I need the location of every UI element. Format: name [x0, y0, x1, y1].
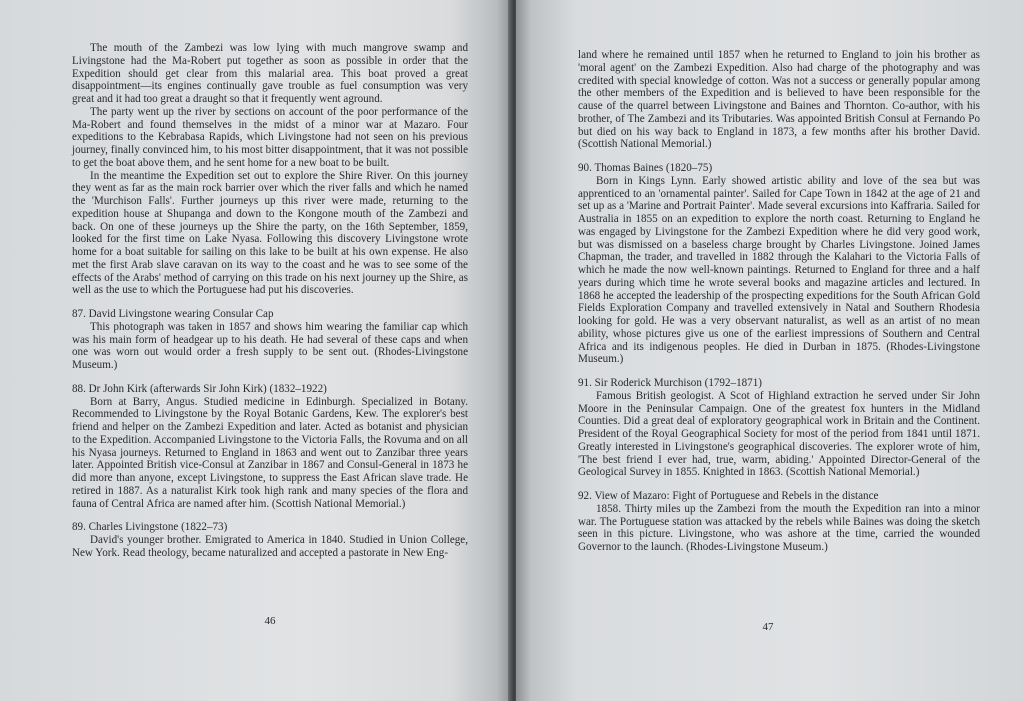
paragraph: The mouth of the Zambezi was low lying with much mangrove swamp and Livingstone had the Ma-Robert put together as soon as possible in order that the Expedition should get clear from this malarial area. This boat proved a great disappointment—its engines continually gave trouble as fuel consumption was very great and it had too great a draught so that it frequently went aground.: [72, 42, 468, 105]
paragraph: The party went up the river by sections on account of the poor performance of the Ma-Robert and found themselves in the midst of a minor war at Mazaro. Four expeditions to the Kebrabasa Rapids, which Livingstone had not seen on his previous journey, finally convinced him, to his most bitter disappointment, that it was not possible to get the boat above them, and he sent home for a new boat to be built.: [72, 105, 468, 169]
right-page-text: [578, 49, 980, 554]
entry-heading: 87. David Livingstone wearing Consular Cap: [72, 308, 274, 320]
entry-heading: 92. View of Mazaro: Fight of Portuguese and Rebels in the distance: [578, 490, 879, 502]
entry-body: Born at Barry, Angus. Studied medicine in Edinburgh. Specialized in Botany. Recommended to Livingstone by the Royal Botanic Gardens, Kew. The explorer's best friend and helper on the Zambezi Expedition and later. Acted as botanist and physician to the Expedition. Accompanied Livingstone to the Victoria Falls, the Rovuma and on all his Nyasa journeys. Returned to England in 1863 and went out to Zanzibar three years later. Appointed British vice-Consul at Zanzibar in 1867 and Consul-General in 1873 he did more than anyone, except Livingstone, to suppress the East African slave trade. He retired in 1887. As a naturalist Kirk took high rank and many species of the flora and fauna of Central Africa are named after him. (Scottish National Memorial.): [72, 395, 468, 510]
entry-heading: 88. Dr John Kirk (afterwards Sir John Kirk) (1832–1922): [72, 382, 327, 395]
paragraph: land where he remained until 1857 when he returned to England to join his brother as 'moral agent' on the Zambezi Expedition. Also had charge of the photography and was credited with special knowledge of cotton. Was not a success or generally popular among the other members of the Expedition and is believed to have been responsible for the cause of the quarrel between Livingstone and Baines and Thornton. Co-author, with his brother, of The Zambezi and its Tributaries. Was appointed British Consul at Fernando Po but died on his way back to England in 1873, a few months after his brother David. (Scottish National Memorial.): [578, 49, 980, 151]
left-page-text: [72, 42, 468, 560]
entry-body: David's younger brother. Emigrated to America in 1840. Studied in Union College, New York. Read theology, became naturalized and accepted a pastorate in New Eng-: [72, 534, 468, 559]
entry-body: 1858. Thirty miles up the Zambezi from the mouth the Expedition ran into a minor war. The Portuguese station was attacked by the rebels while Baines was doing the sketch seen in this picture. Livingstone, who was ashore at the time, carried the wounded Governor to the launch. (Rhodes-Livingstone Museum.): [578, 502, 980, 553]
entry-heading: 90. Thomas Baines (1820–75): [578, 162, 713, 174]
page-number: 46: [264, 615, 276, 627]
paragraph: In the meantime the Expedition set out to explore the Shire River. On this journey they went as far as the main rock barrier over which the river falls and which he named the 'Murchison Falls'. Further journeys up this river were made, returning to the expedition house at Shupanga and down to the Kongone mouth of the Zambezi and back. On one of these journeys up the Shire the party, on the 16th September, 1859, looked for the first time on Lake Nyasa. Following this discovery Livingstone wrote home for a boat suitable for sailing on this lake to be built at his own expense. He also met the first Arab slave caravan on its way to the coast and he was to see some of the effects of the Arabs' method of carrying on this trade on his next journey up the Shire, as well as the use to which the Portuguese had put his discoveries.: [72, 169, 468, 297]
entry-heading: 89. Charles Livingstone (1822–73): [72, 521, 228, 534]
entry-body: Famous British geologist. A Scot of Highland extraction he served under Sir John Moore in the Peninsular Campaign. One of the greatest fox hunters in the Midland Counties. Did a great deal of exploratory geographical work in Britain and the Continent. President of the Royal Geographical Society for most of the period from 1841 until 1871. Greatly interested in Livingstone's geographical discoveries. The explorer wrote of him, 'The best friend I ever had, true, warm, abiding.' Appointed Director-General of the Geological Survey in 1855. Knighted in 1863. (Scottish National Memorial.): [578, 389, 980, 479]
right-page: [516, 0, 1024, 701]
entry-heading: 91. Sir Roderick Murchison (1792–1871): [578, 377, 762, 389]
entry-body: Born in Kings Lynn. Early showed artistic ability and love of the sea but was apprenticed to an 'ornamental painter'. Sailed for Cape Town in 1842 at the age of 21 and set up as a 'Marine and Portrait Painter'. Made several excursions into Kaffraria. Sailed for Australia in 1855 on an expedition to explore the north coast. Returning to England he was engaged by Livingstone for the Zambezi Expedition where he did very good work, but was dismissed on a baseless charge brought by Charles Livingstone. Joined James Chapman, the trader, and travelled in 1882 through the Kalahari to the Victoria Falls of which he made the now well-known paintings. Returned to England for three and a half years during which time he wrote several books and magazine articles and lectured. In 1868 he accepted the leadership of the prospecting expeditions for the South African Gold Fields Exploration Company and travelled extensively in Natal and Southern Rhodesia looking for gold. He was a very observant naturalist, as well as an artist of no mean ability, whose pictures give us one of the earliest impressions of Southern and Central Africa and its indigenous peoples. He died in Durban in 1875. (Rhodes-Livingstone Museum.): [578, 174, 980, 366]
page-number: 47: [762, 621, 774, 633]
entry-body: This photograph was taken in 1857 and shows him wearing the familiar cap which was his main form of headgear up to his death. He had several of these caps and when one was worn out would order a fresh supply to be sent out. (Rhodes-Livingstone Museum.): [72, 320, 468, 371]
